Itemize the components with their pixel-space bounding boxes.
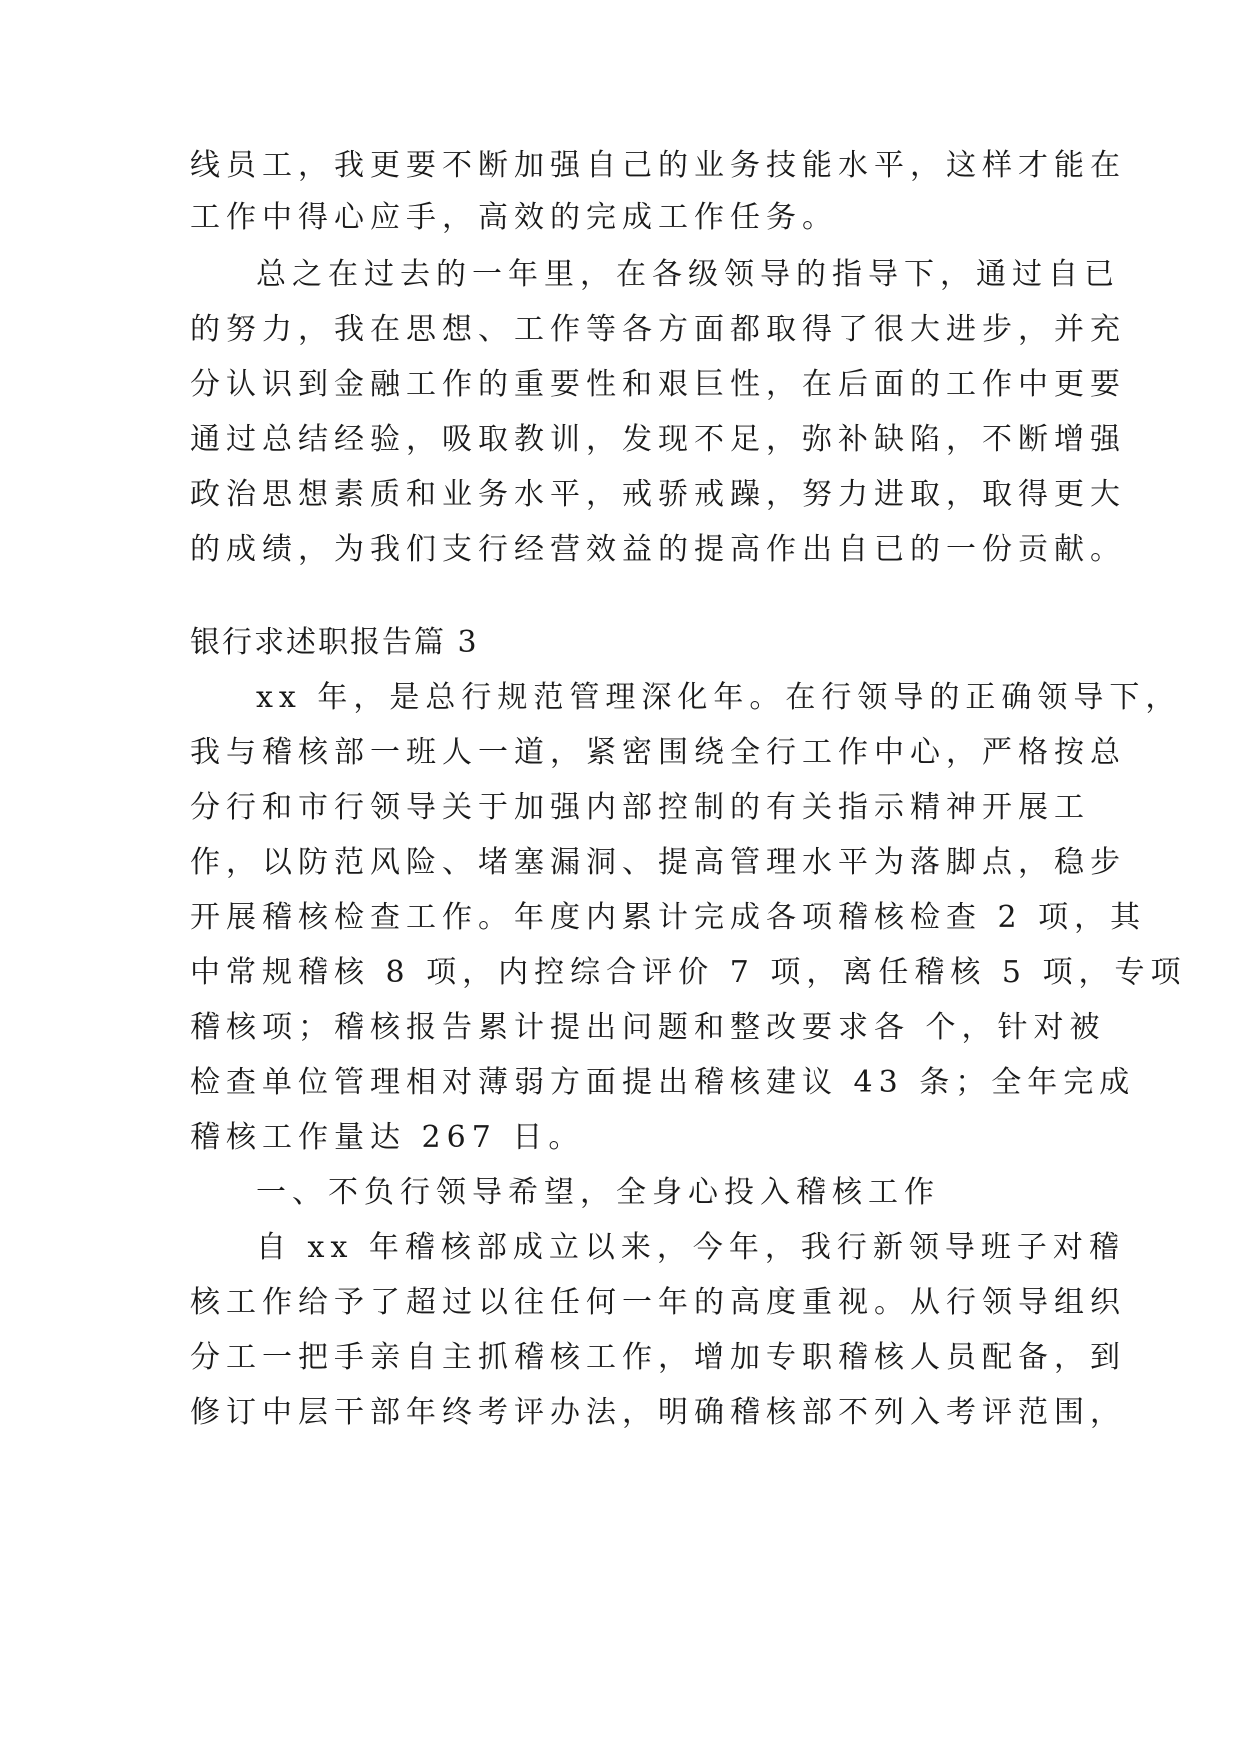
paragraph-3-line-6: 中常规稽核 8 项，内控综合评价 7 项，离任稽核 5 项，专项 [190, 955, 1187, 990]
paragraph-3-line-9: 稽核工作量达 267 日。 [190, 1120, 585, 1155]
paragraph-2-line-5: 政治思想素质和业务水平，戒骄戒躁，努力进取，取得更大 [190, 477, 1126, 512]
paragraph-3-line-2: 我与稽核部一班人一道，紧密围绕全行工作中心，严格按总 [190, 735, 1126, 770]
paragraph-2-line-4: 通过总结经验，吸取教训，发现不足，弥补缺陷，不断增强 [190, 422, 1126, 457]
section-heading: 银行求述职报告篇 3 [190, 625, 479, 660]
paragraph-4-line-2: 核工作给予了超过以往任何一年的高度重视。从行领导组织 [190, 1285, 1126, 1320]
paragraph-4-line-1: 自 xx 年稽核部成立以来，今年，我行新领导班子对稽 [256, 1230, 1125, 1265]
paragraph-4-line-4: 修订中层干部年终考评办法，明确稽核部不列入考评范围， [190, 1395, 1126, 1430]
paragraph-3-line-3: 分行和市行领导关于加强内部控制的有关指示精神开展工 [190, 790, 1090, 825]
paragraph-3-line-5: 开展稽核检查工作。年度内累计完成各项稽核检查 2 项，其 [190, 900, 1147, 935]
paragraph-3-line-7: 稽核项；稽核报告累计提出问题和整改要求各 个，针对被 [190, 1010, 1106, 1045]
paragraph-3-line-4: 作，以防范风险、堵塞漏洞、提高管理水平为落脚点，稳步 [190, 845, 1126, 880]
paragraph-3-line-1: xx 年，是总行规范管理深化年。在行领导的正确领导下， [256, 680, 1182, 715]
paragraph-4-line-3: 分工一把手亲自主抓稽核工作，增加专职稽核人员配备，到 [190, 1340, 1126, 1375]
paragraph-1-line-2: 工作中得心应手，高效的完成工作任务。 [190, 200, 838, 235]
paragraph-1-line-1: 线员工，我更要不断加强自己的业务技能水平，这样才能在 [190, 148, 1126, 183]
paragraph-2-line-3: 分认识到金融工作的重要性和艰巨性，在后面的工作中更要 [190, 367, 1126, 402]
paragraph-2-line-2: 的努力，我在思想、工作等各方面都取得了很大进步，并充 [190, 312, 1126, 347]
paragraph-2-line-6: 的成绩，为我们支行经营效益的提高作出自已的一份贡献。 [190, 532, 1126, 567]
paragraph-2-line-1: 总之在过去的一年里，在各级领导的指导下，通过自已 [256, 257, 1120, 292]
paragraph-3-line-8: 检查单位管理相对薄弱方面提出稽核建议 43 条；全年完成 [190, 1065, 1136, 1100]
subheading-1: 一、不负行领导希望，全身心投入稽核工作 [256, 1175, 940, 1210]
